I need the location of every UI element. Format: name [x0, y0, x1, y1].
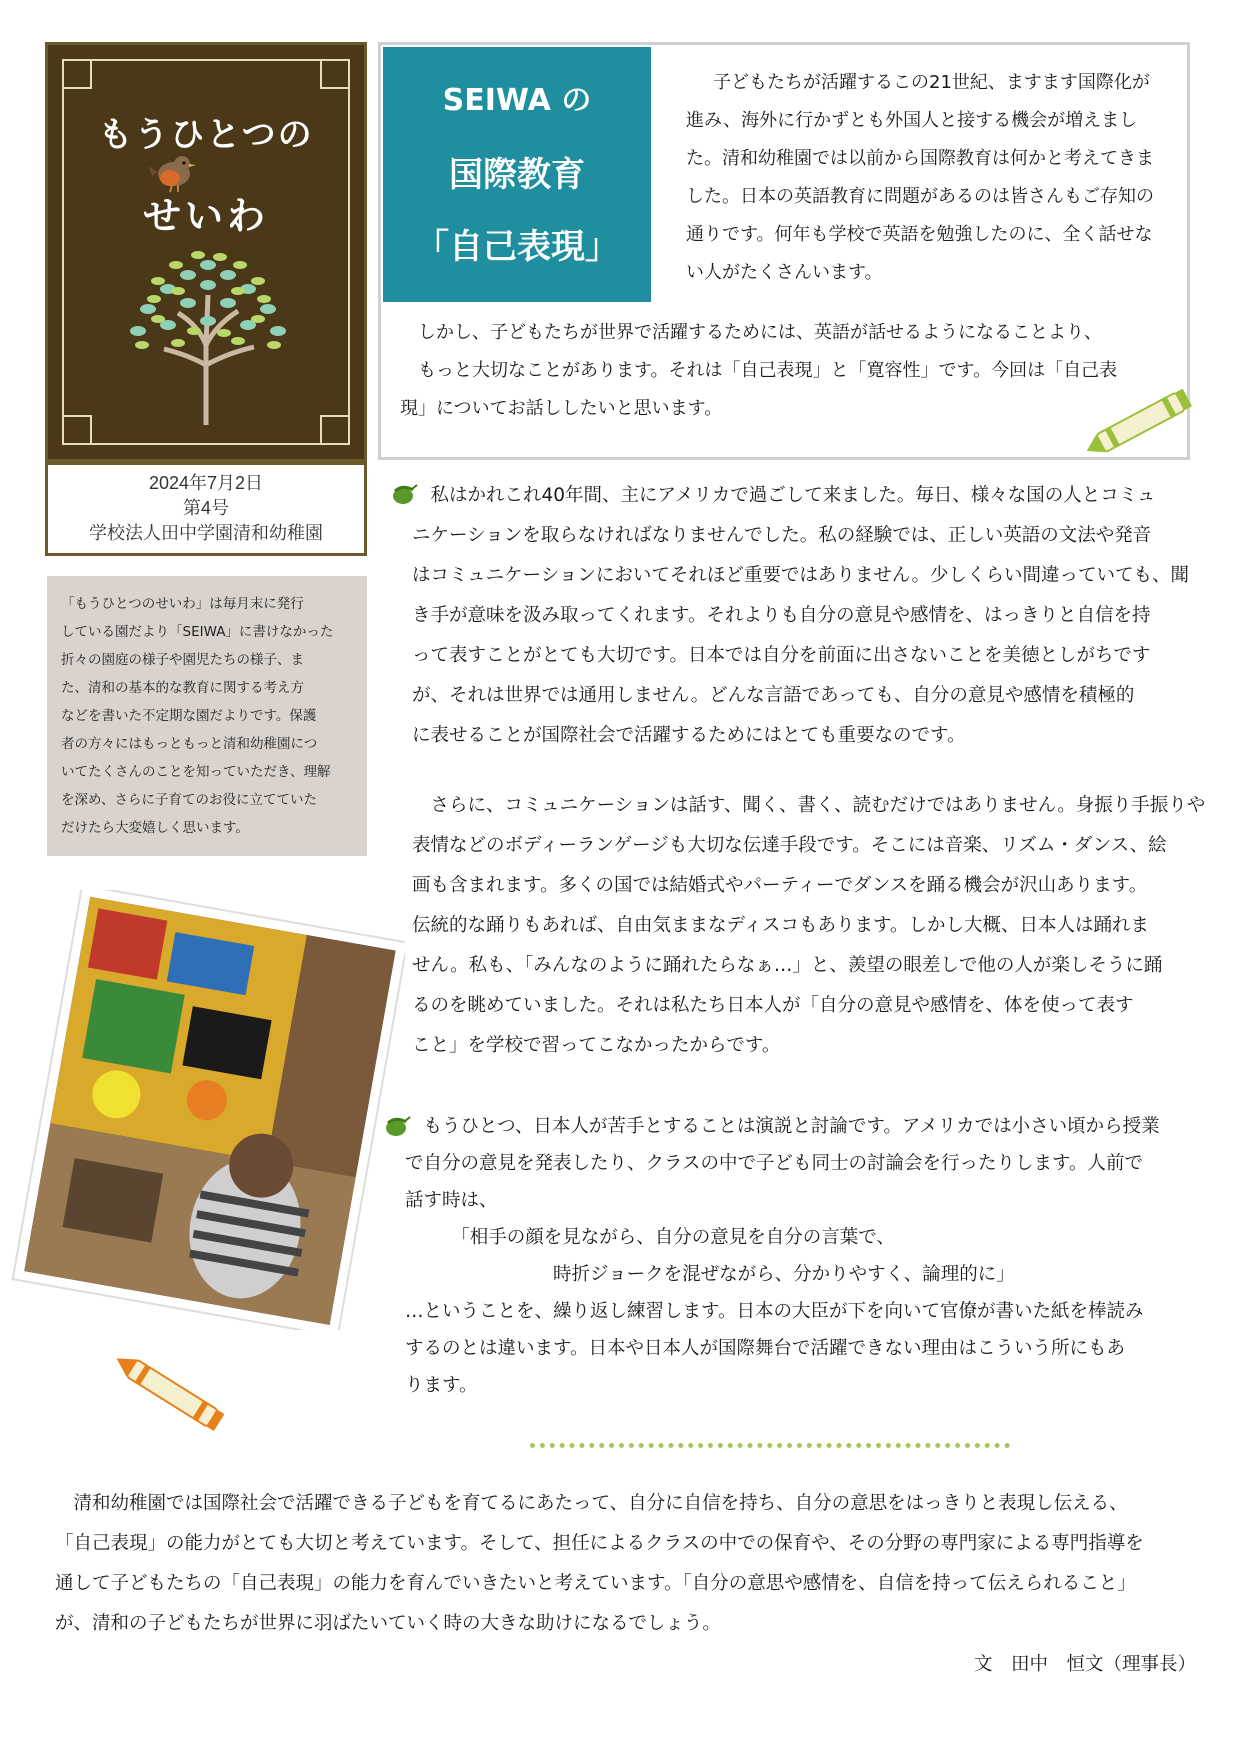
- section-3-paragraph: [405, 1108, 1195, 1404]
- heading-line3: 「自己表現」: [415, 227, 619, 267]
- issue-date: 2024年7月2日: [148, 473, 264, 493]
- article-heading: [383, 47, 651, 302]
- masthead-logo: [45, 42, 367, 462]
- heading-line1: SEIWA の: [442, 83, 592, 118]
- about-line: 折々の園庭の様子や園児たちの様子、ま: [61, 652, 304, 668]
- section-1-paragraph: [412, 476, 1202, 756]
- about-line: 「もうひとつのせいわ」は毎月末に発行: [61, 596, 304, 612]
- section-line: 私はかれこれ40年間、主にアメリカで過ごして来ました。毎日、様々な国の人とコミュ: [412, 485, 1156, 506]
- child-painting-photo: [5, 890, 405, 1330]
- about-line: いてたくさんのことを知っていただき、理解: [61, 764, 331, 780]
- author-signature: 文 田中 恒文（理事長）: [973, 1654, 1196, 1675]
- section-line: って表すことがとても大切です。日本では自分を前面に出さないことを美徳としがちです: [412, 645, 1151, 666]
- section-line: もうひとつ、日本人が苦手とすることは演説と討論です。アメリカでは小さい頃から授業: [405, 1116, 1160, 1137]
- section-line: するのとは違います。日本や日本人が国際舞台で活躍できない理由はこういう所にもあ: [405, 1338, 1126, 1359]
- orange-crayon-icon: [100, 1350, 250, 1440]
- intro-paragraph-2: [400, 314, 1170, 428]
- closing-line: が、清和の子どもたちが世界に羽ばたいていく時の大きな助けになるでしょう。: [55, 1613, 721, 1634]
- closing-paragraph: [55, 1484, 1205, 1644]
- heading-line2: 国際教育: [449, 155, 585, 195]
- section-line: 話す時は、: [405, 1190, 498, 1211]
- section-line: さらに、コミュニケーションは話す、聞く、書く、読むだけではありません。身振り手振りや: [412, 795, 1206, 816]
- section-line: で自分の意見を発表したり、クラスの中で子ども同士の討論会を行ったりします。人前で: [405, 1153, 1143, 1174]
- section-line: ります。: [405, 1375, 478, 1396]
- section-line: に表せることが国際社会で活躍するためにはとても重要なのです。: [412, 725, 966, 746]
- section-line: こと」を学校で習ってこなかったからです。: [412, 1035, 781, 1056]
- masthead-title-line1: もうひとつの: [98, 115, 314, 155]
- masthead-title-line2: せいわ: [142, 194, 269, 238]
- section-line: ニケーションを取らなければなりませんでした。私の経験では、正しい英語の文法や発音: [412, 525, 1152, 546]
- frame-corner: [320, 415, 350, 445]
- section-2-paragraph: [412, 786, 1206, 1066]
- about-line: 者の方々にはもっともっと清和幼稚園につ: [61, 736, 318, 752]
- section-line: はコミュニケーションにおいてそれほど重要ではありません。少しくらい間違っていても、聞: [412, 565, 1190, 586]
- closing-line: 清和幼稚園では国際社会で活躍できる子どもを育てるにあたって、自分に自信を持ち、自分の意思をはっきりと表現し伝える、: [55, 1493, 1128, 1514]
- tree-icon: [98, 225, 318, 425]
- section-line: 「相手の顔を見ながら、自分の意見を自分の言葉で、: [405, 1227, 895, 1248]
- issue-number: 第4号: [182, 498, 229, 518]
- frame-corner: [62, 415, 92, 445]
- section-line: …ということを、繰り返し練習します。日本の大臣が下を向いて官僚が書いた紙を棒読み: [405, 1301, 1144, 1322]
- section-line: せん。私も、「みんなのように踊れたらなぁ…」と、羨望の眼差しで他の人が楽しそうに踊: [412, 955, 1163, 976]
- section-line: が、それは世界では通用しません。どんな言語であっても、自分の意見や感情を積極的: [412, 685, 1135, 706]
- dotted-divider: [530, 1443, 1010, 1448]
- about-newsletter: [47, 576, 367, 856]
- section-line: るのを眺めていました。それは私たち日本人が「自分の意見や感情を、体を使って表す: [412, 995, 1134, 1016]
- closing-line: 「自己表現」の能力がとても大切と考えています。そして、担任によるクラスの中での保育や、その分野の専門家による専門指導を: [55, 1533, 1144, 1554]
- intro-line: しかし、子どもたちが世界で活躍するためには、英語が話せるようになることより、: [400, 322, 1102, 343]
- green-crayon-icon: [1075, 380, 1215, 460]
- about-line: た、清和の基本的な教育に関する考え方: [61, 680, 304, 696]
- frame-corner: [320, 59, 350, 89]
- about-line: を深め、さらに子育てのお役に立てていた: [61, 792, 317, 808]
- about-line: などを書いた不定期な園だよりです。保護: [61, 708, 317, 724]
- intro-line: もっと大切なことがあります。それは「自己表現」と「寛容性」です。今回は「自己表: [400, 360, 1118, 381]
- section-line: き手が意味を汲み取ってくれます。それよりも自分の意見や感情を、はっきりと自信を持: [412, 605, 1151, 626]
- section-line: 時折ジョークを混ぜながら、分かりやすく、論理的に」: [405, 1264, 1015, 1285]
- about-line: だけたら大変嬉しく思います。: [61, 820, 249, 836]
- publisher-name: 学校法人田中学園清和幼稚園: [89, 523, 323, 543]
- section-line: 伝統的な踊りもあれば、自由気ままなディスコもあります。しかし大概、日本人は踊れま: [412, 915, 1150, 936]
- intro-line: 現」についてお話ししたいと思います。: [400, 398, 723, 419]
- section-line: 表情などのボディーランゲージも大切な伝達手段です。そこには音楽、リズム・ダンス、絵: [412, 835, 1167, 856]
- issue-info: [45, 462, 367, 556]
- frame-corner: [62, 59, 92, 89]
- section-line: 画も含まれます。多くの国では結婚式やパーティーでダンスを踊る機会が沢山あります。: [412, 875, 1148, 896]
- about-line: している園だより「SEIWA」に書けなかった: [61, 624, 334, 640]
- closing-line: 通して子どもたちの「自己表現」の能力を育んでいきたいと考えています。「自分の意思や感情を、自信を持って伝えられること」: [55, 1573, 1136, 1594]
- intro-paragraph-1: 子どもたちが活躍するこの21世紀、ますます国際化が進み、海外に行かずとも外国人と接する機会が増えました。清和幼稚園では以前から国際教育は何かと考えてきました。日本の英語教育に問題があるのは皆さんもご存知の通りです。何年も学校で英語を勉強したのに、全く話せない人がたくさんいます。: [686, 72, 1154, 283]
